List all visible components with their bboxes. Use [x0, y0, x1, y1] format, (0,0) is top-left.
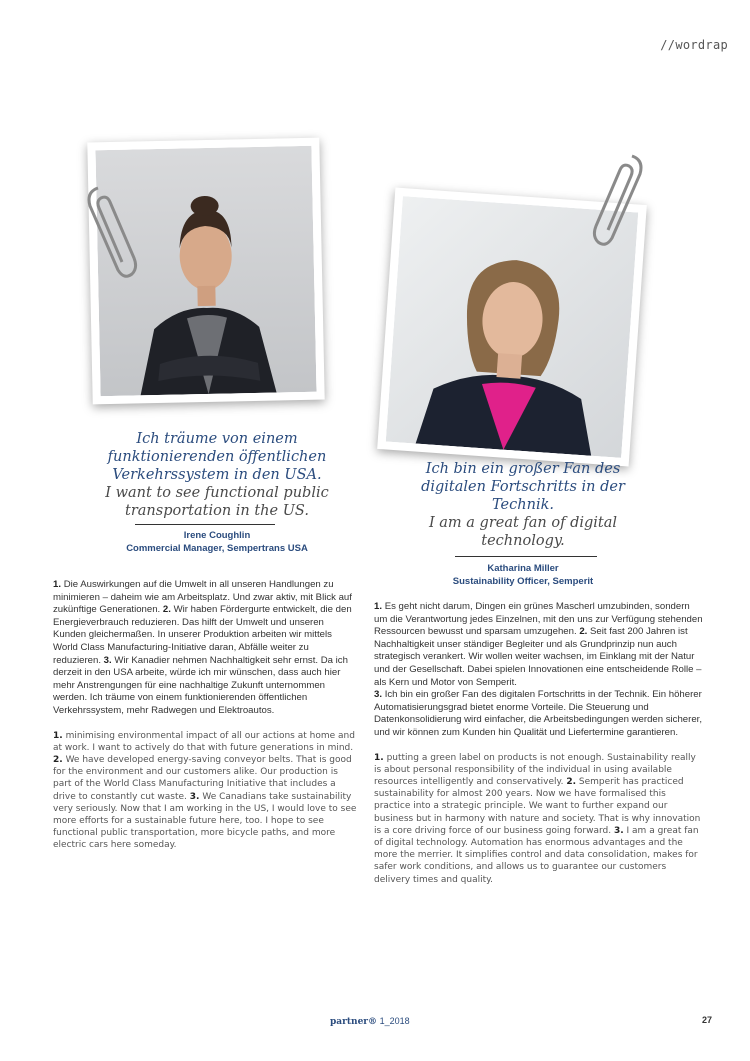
page-number: 27	[701, 1015, 712, 1025]
quote-english: I want to see functional public transportation in the US.	[105, 485, 329, 519]
paperclip-icon	[590, 150, 650, 250]
paperclip-icon	[80, 182, 140, 282]
quote-german: Ich bin ein großer Fan des digitalen Fortschritts in der Technik.	[421, 461, 625, 513]
section-tag: //wordrap	[660, 38, 728, 52]
paragraph-german: 1. Die Auswirkungen auf die Umwelt in all unseren Handlungen zu minimieren – daheim wie am Arbeitsplatz. Und zwar aktiv, mit Blick auf zukünftige Generationen. 2. Wir haben Fördergurte entwickelt, die den Energieverbrauch reduzieren. Das hilft der Umwelt und unseren Kunden gleichermaßen. In unserer Produktion arbeiten wir mittels World Class Manufacturing-Initiative daran, Abfälle weiter zu reduzieren. 3. Wir Kanadier nehmen Nachhaltigkeit sehr ernst. Da ich derzeit in den USA arbeite, würde ich mir wünschen, dass auch hier mehr Anstrengungen für eine nachhaltige Zukunft unternommen werden. Ich träume von einem funktionierenden öffentlichen Verkehrssystem, mehr Radwegen und Elektroautos.	[53, 579, 352, 716]
paragraph-english: 1. minimising environmental impact of all our actions at home and at work. I want to actively do that with future generations in mind. 2. We have developed energy-saving conveyor belts. That is good for the environment and our customers alike. Our production is part of the World Class Manufacturing Initiative that includes a drive to constantly cut waste. 3. We Canadians take sustainability very seriously. Now that I am working in the US, I would love to see more efforts for a sustainable future here, too. I hope to see functional public transportation, more bicycle paths, and more electric cars here someday.	[53, 730, 357, 851]
body-text-right	[374, 601, 704, 898]
quote-german: Ich träume von einem funktionierenden öffentlichen Verkehrssystem in den USA.	[107, 431, 327, 483]
footer-publication	[330, 1016, 410, 1027]
byline-right	[392, 562, 654, 588]
person-role: Commercial Manager, Sempertrans USA	[126, 543, 308, 554]
magazine-brand: partner®	[330, 1017, 378, 1027]
person-name: Irene Coughlin	[183, 530, 251, 541]
paragraph-german: 1. Es geht nicht darum, Dingen ein grünes Mascherl umzubinden, sondern um die Verantwortung jedes Einzelnen, mit den uns zur Verfügung stehenden Ressourcen bewusst und sparsam umzugehen. 2. Seit fast 200 Jahren ist Nachhaltigkeit unser ständiger Begleiter und als Grundprinzip nun auch strategisch verankert. Wir wollen weiter wachsen, im Einklang mit der Natur und der Gesellschaft. Dabei spielen Innovationen eine entscheidende Rolle – als Kern und Motor von Semperit. 3. Ich bin ein großer Fan des digitalen Fortschritts in der Technik. Ein höherer Automatisierungsgrad bietet enorme Vorteile. Die Steuerung und Datenkonsolidierung wird einfacher, die Arbeitsbedingungen werden sicherer, und wir können zum Kunden hin Qualität und Liefertermine garantieren.	[374, 601, 703, 738]
body-text-left	[53, 579, 358, 864]
byline-left	[82, 529, 352, 555]
divider	[135, 524, 275, 525]
issue-number: 1_2018	[379, 1016, 410, 1026]
person-name: Katharina Miller	[487, 563, 559, 574]
quote-english: I am a great fan of digital technology.	[428, 515, 618, 549]
person-role: Sustainability Officer, Semperit	[452, 576, 594, 587]
pull-quote-right	[392, 460, 654, 550]
paragraph-english: 1. putting a green label on products is not enough. Sustainability really is about personal responsibility of the individual in using available resources intelligently and conservatively. 2. Semperit has practiced sustainability for almost 200 years. Now we have formalised this practice into a strategic principle. We want to further expand our business but in harmony with nature and society. That is why innovation is a core driving force of our business going forward. 3. I am a great fan of digital technology. Automation has enormous advantages and the more the merrier. It simplifies control and data consolidation, makes for safer work conditions, and allows us to guarantee our customers delivery times and quality.	[374, 752, 701, 885]
pull-quote-left	[82, 430, 352, 520]
divider	[455, 556, 597, 557]
